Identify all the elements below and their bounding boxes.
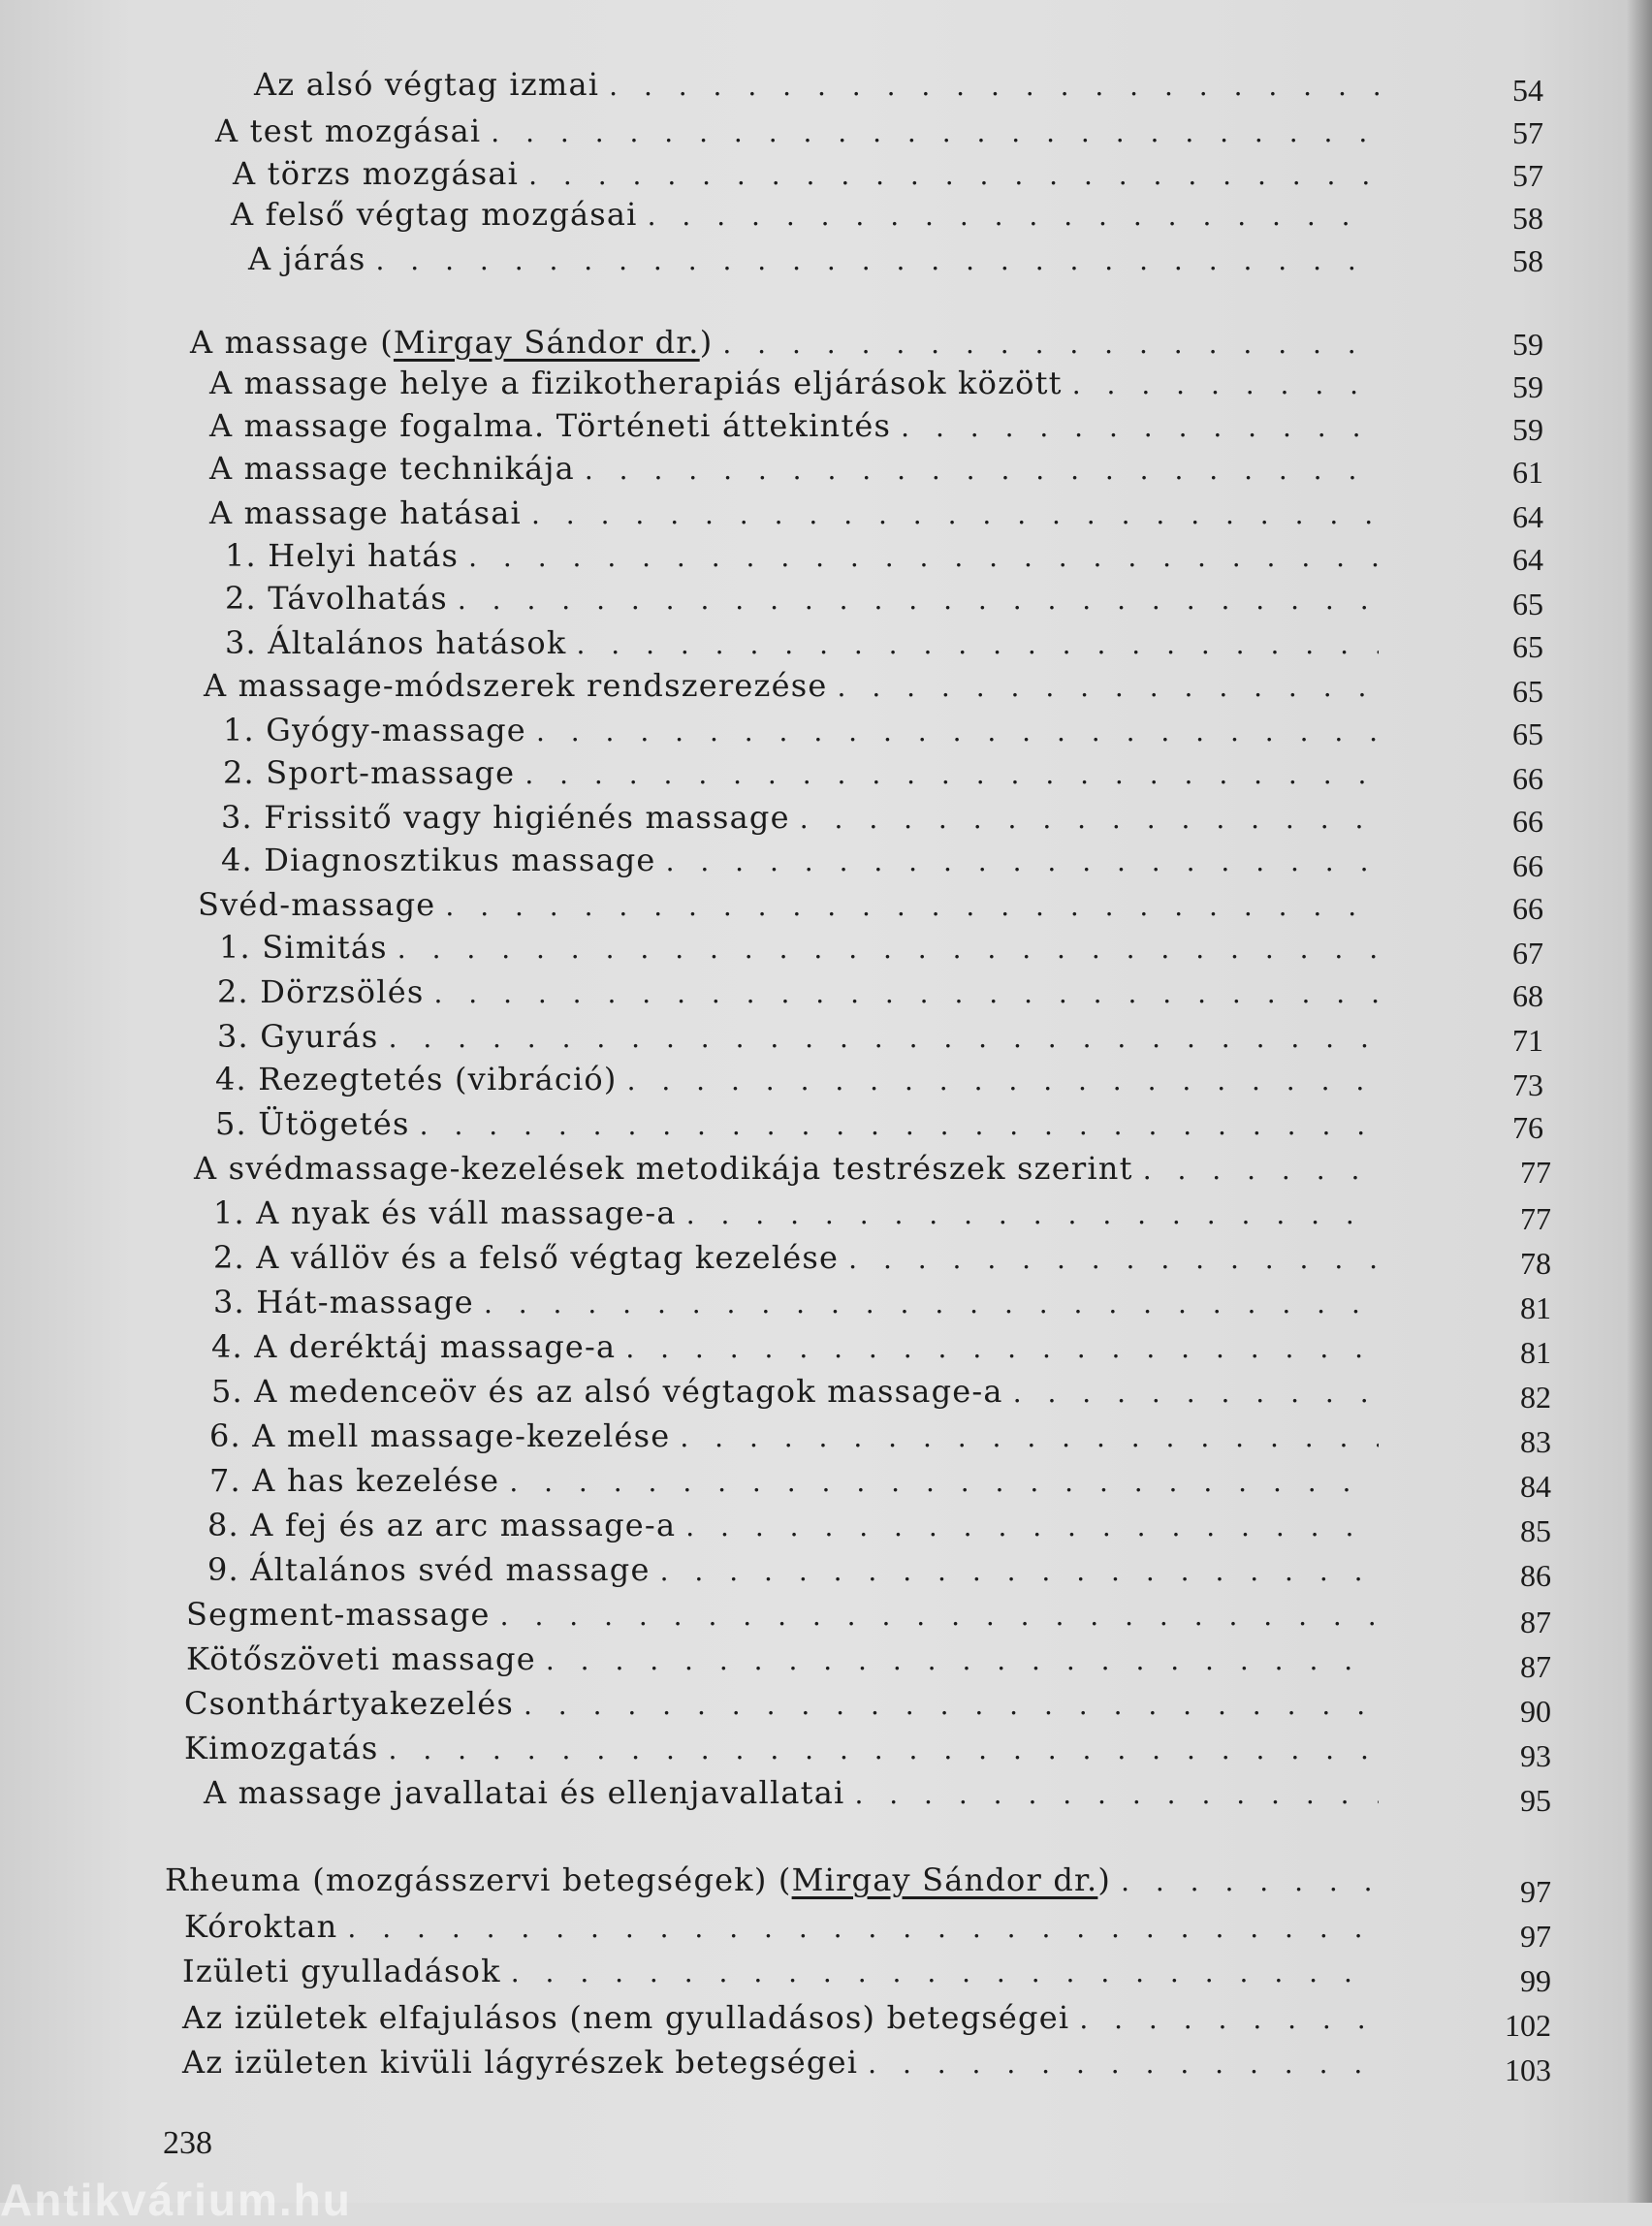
toc-entry-label: 7. A has kezelése [209, 1462, 500, 1499]
toc-entry-page: 66 [1512, 848, 1543, 883]
leader-dots [722, 324, 1379, 365]
toc-entry [223, 710, 1388, 750]
leader-dots [1072, 365, 1379, 405]
toc-entry [184, 1728, 1388, 1768]
toc-entry-label: 5. A medenceöv és az alsó végtagok massage-a [211, 1373, 1003, 1410]
toc-entry-label: A törzs mozgásai [233, 155, 520, 192]
toc-entry [207, 1505, 1388, 1545]
toc-entry [190, 322, 1388, 363]
toc-entry [184, 1683, 1388, 1724]
toc-entry-label: Kötőszöveti massage [186, 1640, 536, 1677]
toc-entry-page: 97 [1520, 1874, 1551, 1909]
toc-entry-label: 1. Gyógy-massage [223, 712, 526, 748]
toc-entry-label: Az izületen kivüli lágyrészek betegségei [182, 2044, 859, 2081]
toc-entry [213, 1192, 1388, 1233]
toc-entry [209, 363, 1388, 403]
toc-entry-page: 64 [1512, 542, 1543, 577]
author-name: Mirgay Sándor dr. [791, 1861, 1098, 1898]
leader-dots [445, 886, 1379, 927]
toc-entry-label: 3. Általános hatások [225, 624, 567, 661]
toc-entry-page: 59 [1512, 327, 1543, 362]
toc-entry-label: 4. A deréktáj massage-a [211, 1328, 617, 1365]
leader-dots [347, 1908, 1379, 1949]
toc-entry [182, 1997, 1388, 2038]
toc-entry-label: 2. Dörzsölés [217, 973, 425, 1010]
toc-entry-page: 58 [1512, 243, 1543, 278]
leader-dots [375, 240, 1379, 281]
toc-entry [207, 1549, 1388, 1590]
leader-dots [1121, 1861, 1379, 1902]
toc-entry-page: 90 [1520, 1694, 1551, 1729]
toc-entry [184, 1906, 1388, 1947]
leader-dots [627, 1061, 1379, 1101]
leader-dots [848, 1239, 1379, 1280]
leader-dots [546, 1640, 1379, 1681]
leader-dots [389, 1018, 1379, 1059]
leader-dots [625, 1328, 1379, 1369]
toc-entry [219, 927, 1388, 968]
toc-entry-page: 59 [1512, 369, 1543, 404]
toc-entry-label: 3. Gyurás [217, 1018, 379, 1055]
author-name: Mirgay Sándor dr. [393, 324, 700, 361]
toc-entry-label: 9. Általános svéd massage [207, 1551, 651, 1588]
toc-entry-page: 102 [1505, 2008, 1551, 2043]
leader-dots [1013, 1373, 1379, 1414]
toc-entry [198, 884, 1388, 925]
toc-entry-label: Kimozgatás [184, 1730, 379, 1766]
toc-entry-label: A massage fogalma. Történeti áttekintés [209, 407, 892, 444]
toc-entry [254, 64, 1388, 105]
toc-entry-page: 58 [1512, 201, 1543, 236]
toc-entry-label: 6. A mell massage-kezelése [209, 1417, 671, 1454]
toc-entry-page: 59 [1512, 412, 1543, 447]
toc-entry-page: 66 [1512, 891, 1543, 926]
toc-entry [225, 622, 1388, 663]
toc-entry-label: A massage hatásai [209, 494, 522, 531]
toc-entry-page: 71 [1512, 1023, 1543, 1058]
toc-entry [182, 2042, 1388, 2083]
toc-entry-page: 65 [1512, 716, 1543, 751]
leader-dots [528, 155, 1379, 196]
toc-entry-label: 8. A fej és az arc massage-a [207, 1507, 677, 1543]
toc-entry-page: 77 [1520, 1155, 1551, 1190]
toc-entry-page: 83 [1520, 1424, 1551, 1459]
toc-entry-page: 73 [1512, 1067, 1543, 1102]
toc-entry-page: 77 [1520, 1201, 1551, 1236]
toc-entry-page: 65 [1512, 587, 1543, 621]
toc-entry [211, 1371, 1388, 1412]
toc-entry [217, 971, 1388, 1012]
leader-dots [536, 712, 1379, 752]
leader-dots [648, 196, 1379, 237]
toc-entry-label: A massage-módszerek rendszerezése [204, 667, 828, 704]
toc-entry [221, 840, 1388, 880]
toc-entry-label: 2. Sport-massage [223, 754, 516, 791]
toc-entry-label: Kóroktan [184, 1908, 338, 1945]
toc-entry-page: 84 [1520, 1469, 1551, 1504]
leader-dots [838, 667, 1379, 708]
toc-entry [165, 1860, 1388, 1900]
leader-dots [491, 112, 1379, 153]
toc-entry [223, 752, 1388, 793]
toc-entry-label: 1. Helyi hatás [225, 537, 460, 574]
toc-entry [221, 797, 1388, 838]
leader-dots [458, 580, 1379, 620]
toc-entry-page: 87 [1520, 1649, 1551, 1684]
toc-entry-page: 67 [1512, 936, 1543, 970]
toc-entry-label: Az izületek elfajulásos (nem gyulladásos) betegségei [182, 1999, 1070, 2036]
toc-entry-page: 82 [1520, 1380, 1551, 1415]
toc-entry-page: 81 [1520, 1290, 1551, 1325]
toc-entry-page: 54 [1512, 73, 1543, 108]
toc-entry-page: 86 [1520, 1558, 1551, 1593]
toc-entry-page: 64 [1512, 499, 1543, 534]
leader-dots [420, 1105, 1379, 1146]
toc-entry-label: 3. Hát-massage [213, 1284, 474, 1320]
toc-entry-label: A felső végtag mozgásai [231, 196, 638, 233]
leader-dots [484, 1284, 1379, 1324]
toc-entry-page: 85 [1520, 1513, 1551, 1548]
leader-dots [468, 537, 1379, 578]
toc-entry [186, 1594, 1388, 1635]
toc-entry-page: 65 [1512, 674, 1543, 709]
toc-entry [194, 1148, 1388, 1189]
toc-entry-label: 2. A vállöv és a felső végtag kezelése [213, 1239, 840, 1276]
leader-dots [680, 1417, 1379, 1458]
toc-entry [215, 111, 1388, 151]
toc-entry-label: A massage technikája [209, 450, 575, 487]
leader-dots [397, 929, 1379, 970]
toc-entry-label: 5. Ütögetés [215, 1105, 410, 1142]
toc-entry-label: 3. Frissitő vagy higiénés massage [221, 799, 790, 836]
leader-dots [686, 1194, 1379, 1235]
leader-dots [389, 1730, 1379, 1770]
toc-entry-page: 87 [1520, 1605, 1551, 1639]
toc-entry-label: 4. Diagnosztikus massage [221, 842, 656, 878]
toc-entry [209, 405, 1388, 446]
toc-entry-page: 68 [1512, 978, 1543, 1013]
leader-dots [666, 842, 1379, 882]
toc-entry-page: 65 [1512, 629, 1543, 664]
leader-dots [1143, 1150, 1379, 1191]
toc-entry [209, 1460, 1388, 1501]
toc-entry-label: A massage (Mirgay Sándor dr.) [190, 324, 714, 361]
toc-entry [225, 535, 1388, 576]
toc-entry-page: 97 [1520, 1919, 1551, 1954]
toc-entry-label: Svéd-massage [198, 886, 436, 923]
leader-dots [511, 1953, 1379, 1993]
toc-entry [213, 1282, 1388, 1322]
leader-dots [685, 1507, 1379, 1547]
toc-entry-label: Csonthártyakezelés [184, 1685, 514, 1722]
toc-entry-label: 1. Simitás [219, 929, 388, 966]
toc-entry-label: Rheuma (mozgásszervi betegségek) (Mirgay Sándor dr.) [165, 1861, 1112, 1898]
toc-entry-page: 99 [1520, 1963, 1551, 1998]
toc-entry [215, 1103, 1388, 1144]
leader-dots [901, 407, 1379, 448]
toc-entry-label: A svédmassage-kezelések metodikája testrészek szerint [194, 1150, 1133, 1187]
leader-dots [500, 1596, 1379, 1637]
leader-dots [868, 2044, 1379, 2084]
toc-entry [209, 448, 1388, 489]
toc-entry-page: 81 [1520, 1335, 1551, 1370]
toc-entry [211, 1326, 1388, 1367]
toc-entry-label: 2. Távolhatás [225, 580, 448, 617]
toc-entry-label: A járás [248, 240, 366, 277]
toc-entry [204, 1772, 1388, 1813]
toc-entry-label: Segment-massage [186, 1596, 491, 1633]
leader-dots [854, 1774, 1379, 1815]
leader-dots [524, 1685, 1379, 1726]
toc-entry-page: 66 [1512, 804, 1543, 839]
toc-entry-page: 57 [1512, 115, 1543, 150]
toc-entry-label: A test mozgásai [215, 112, 482, 149]
toc-entry-label: Izületi gyulladások [182, 1953, 501, 1989]
toc-entry-page: 103 [1505, 2052, 1551, 2087]
toc-entry-page: 61 [1512, 455, 1543, 490]
toc-entry [225, 578, 1388, 619]
toc-entry [215, 1059, 1388, 1099]
toc-entry-page: 76 [1512, 1110, 1543, 1145]
page-number: 238 [163, 2125, 212, 2161]
toc-entry-page: 66 [1512, 761, 1543, 796]
toc-entry [248, 238, 1388, 279]
toc-entry [231, 194, 1388, 235]
leader-dots [585, 450, 1379, 491]
leader-dots [660, 1551, 1379, 1592]
toc-entry [209, 493, 1388, 533]
toc-entry-label: A massage helye a fizikotherapiás eljárások között [209, 365, 1063, 401]
toc-entry [186, 1638, 1388, 1679]
watermark: Antikvárium.hu [0, 2175, 352, 2225]
toc-entry-page: 57 [1512, 158, 1543, 193]
leader-dots [433, 973, 1379, 1014]
leader-dots [524, 754, 1379, 795]
toc-entry-label: 1. A nyak és váll massage-a [213, 1194, 677, 1231]
toc-entry [233, 153, 1388, 194]
toc-entry-page: 95 [1520, 1783, 1551, 1818]
toc-entry [182, 1951, 1388, 1991]
toc-entry [209, 1415, 1388, 1456]
leader-dots [1079, 1999, 1379, 2040]
toc-entry-label: 4. Rezegtetés (vibráció) [215, 1061, 618, 1097]
toc-entry-label: Az alsó végtag izmai [254, 66, 600, 103]
toc-entry-page: 78 [1520, 1246, 1551, 1281]
toc-entry-label: A massage javallatai és ellenjavallatai [204, 1774, 845, 1811]
toc-entry-page: 93 [1520, 1738, 1551, 1773]
leader-dots [531, 494, 1379, 535]
leader-dots [509, 1462, 1379, 1503]
toc-entry [213, 1237, 1388, 1278]
leader-dots [609, 66, 1379, 107]
toc-entry [204, 665, 1388, 706]
toc-entry [217, 1016, 1388, 1057]
leader-dots [576, 624, 1379, 665]
leader-dots [800, 799, 1379, 840]
